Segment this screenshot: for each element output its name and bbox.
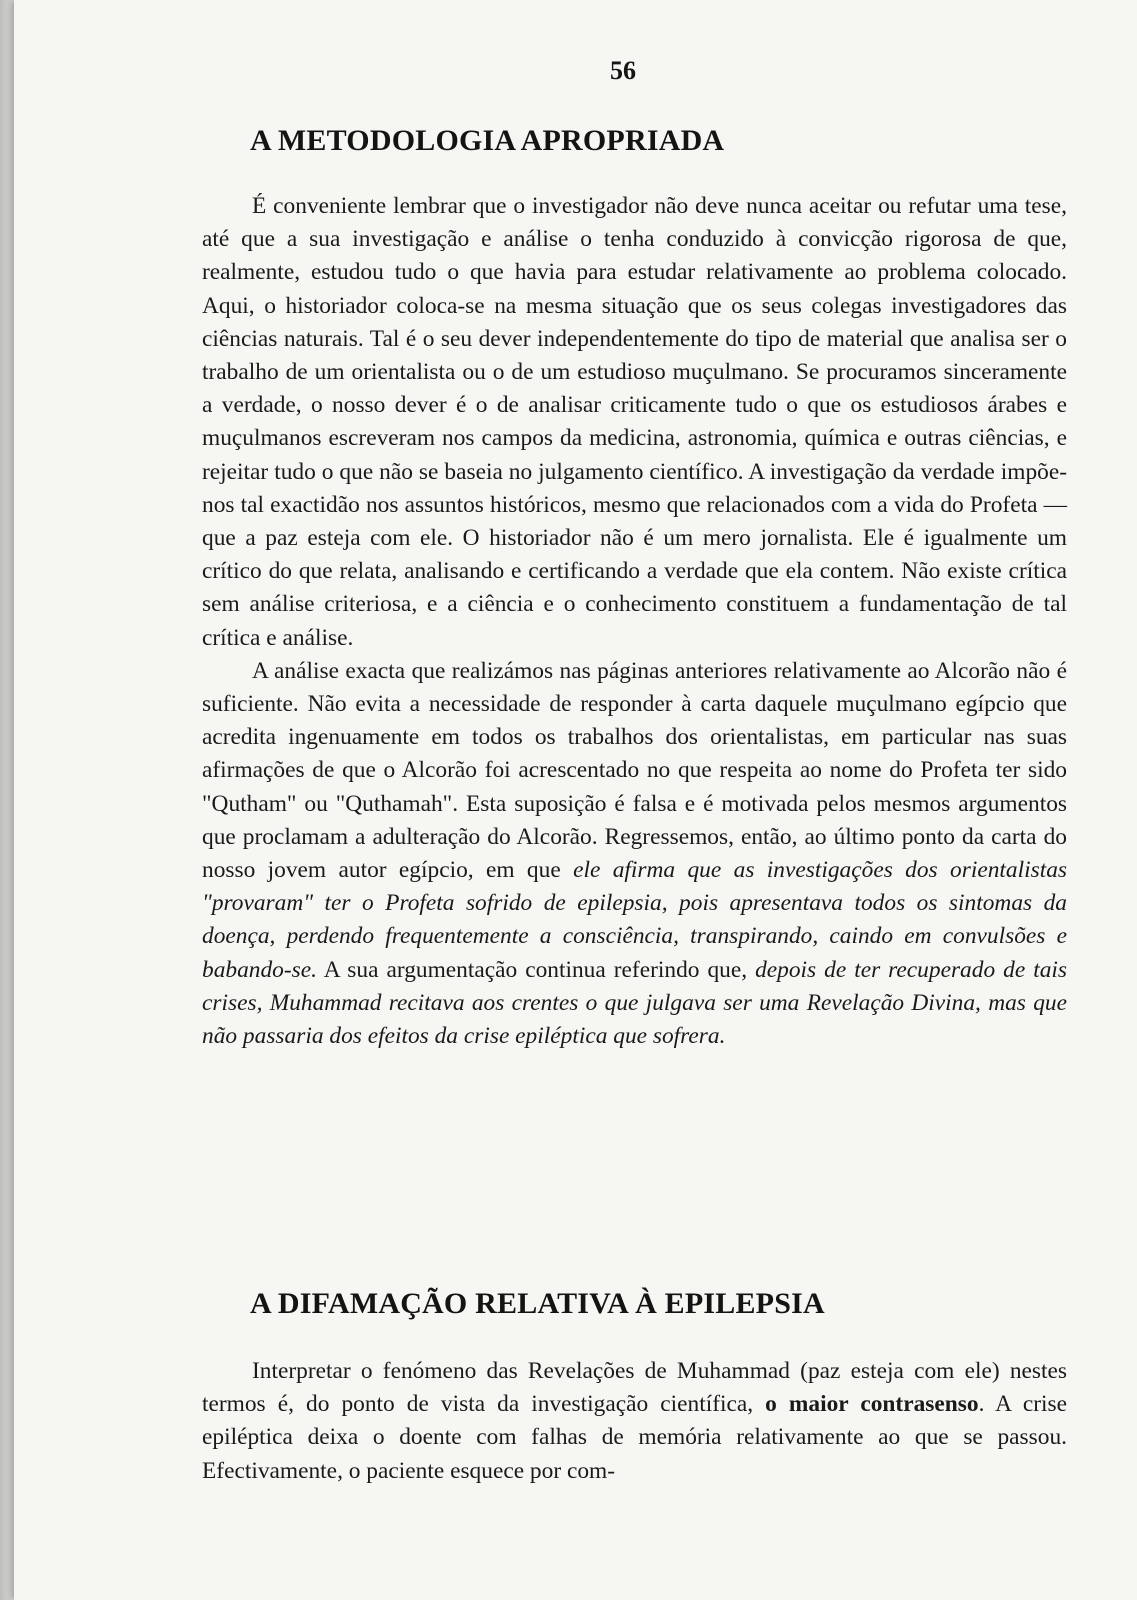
page-number: 56 xyxy=(610,56,636,85)
paragraph xyxy=(202,655,1067,1053)
paragraph xyxy=(202,1355,1067,1488)
paragraph-text: Interpretar o fenómeno das Revelações de Muhammad (paz esteja com ele) nestes termos é, do ponto de vista da investigação científica, xyxy=(202,1358,1067,1418)
section-body-difamacao xyxy=(202,1355,1067,1488)
paragraph: É conveniente lembrar que o investigador não deve nunca aceitar ou refutar uma tese, até que a sua investigação e análise o tenha conduzido à convicção rigorosa de que, realmente, estudou tudo o que havia para estudar relativamente ao problema colocado. Aqui, o historiador coloca-se na mesma situação que os seus colegas investigadores das ciências naturais. Tal é o seu dever independentemente do tipo de material que analisa ser o trabalho de um orientalista ou o de um estudioso muçulmano. Se procuramos sinceramente a verdade, o nosso dever é o de analisar criticamente tudo o que os estudiosos árabes e muçulmanos escreveram nos campos da medicina, astronomia, química e outras ciências, e rejeitar tudo o que não se baseia no julgamento científico. A investigação da verdade impõe-nos tal exactidão nos assuntos históricos, mesmo que relacionados com a vida do Profeta — que a paz esteja com ele. O historiador não é um mero jornalista. Ele é igualmente um crítico do que relata, analisando e certificando a verdade que ela contem. Não existe crítica sem análise criteriosa, e a ciência e o conhecimento constituem a fundamentação de tal crítica e análise. xyxy=(202,193,1067,651)
paragraph-italic-text: depois de ter recuperado de tais crises, Muhammad recitava aos crentes o que julgava ser uma Revelação Divina, mas que não passaria dos efeitos da crise epiléptica que sofrera. xyxy=(202,956,1068,1050)
section-heading-metodologia: A METODOLOGIA APROPRIADA xyxy=(250,124,725,157)
paragraph-text: . A crise epiléptica deixa o doente com falhas de memória relativamente ao que se passou. Efectivamente, o paciente esquece por com- xyxy=(202,1391,1067,1484)
section-heading-difamacao: A DIFAMAÇÃO RELATIVA À EPILEPSIA xyxy=(250,1287,825,1320)
section-body-metodologia xyxy=(202,190,1067,1053)
paragraph-text: A análise exacta que realizámos nas páginas anteriores relativamente ao Alcorão não é suficiente. Não evita a necessidade de responder à carta daquele muçulmano egípcio que acredita ingenuamente em todos os trabalhos dos orientalistas, em particular nas suas afirmações de que o Alcorão foi acrescentado no que respeita ao nome do Profeta ter sido "Qutham" ou "Quthamah". Esta suposição é falsa e é motivada pelos mesmos argumentos que proclamam a adulteração do Alcorão. Regressemos, então, ao último ponto da carta do nosso jovem autor egípcio, em que xyxy=(202,657,1067,884)
document-page xyxy=(14,0,1137,1600)
paragraph-italic-text: ele afirma que as investigações dos orientalistas "provaram" ter o Profeta sofrido de epilepsia, pois apresentava todos os sintomas da doença, perdendo frequentemente a consciência, transpirando, caindo em convulsões e babando-se. xyxy=(202,857,1067,983)
paragraph-bold-text: o maior contrasenso xyxy=(765,1391,979,1418)
paragraph-text: A sua argumentação continua referindo que, xyxy=(317,956,756,983)
